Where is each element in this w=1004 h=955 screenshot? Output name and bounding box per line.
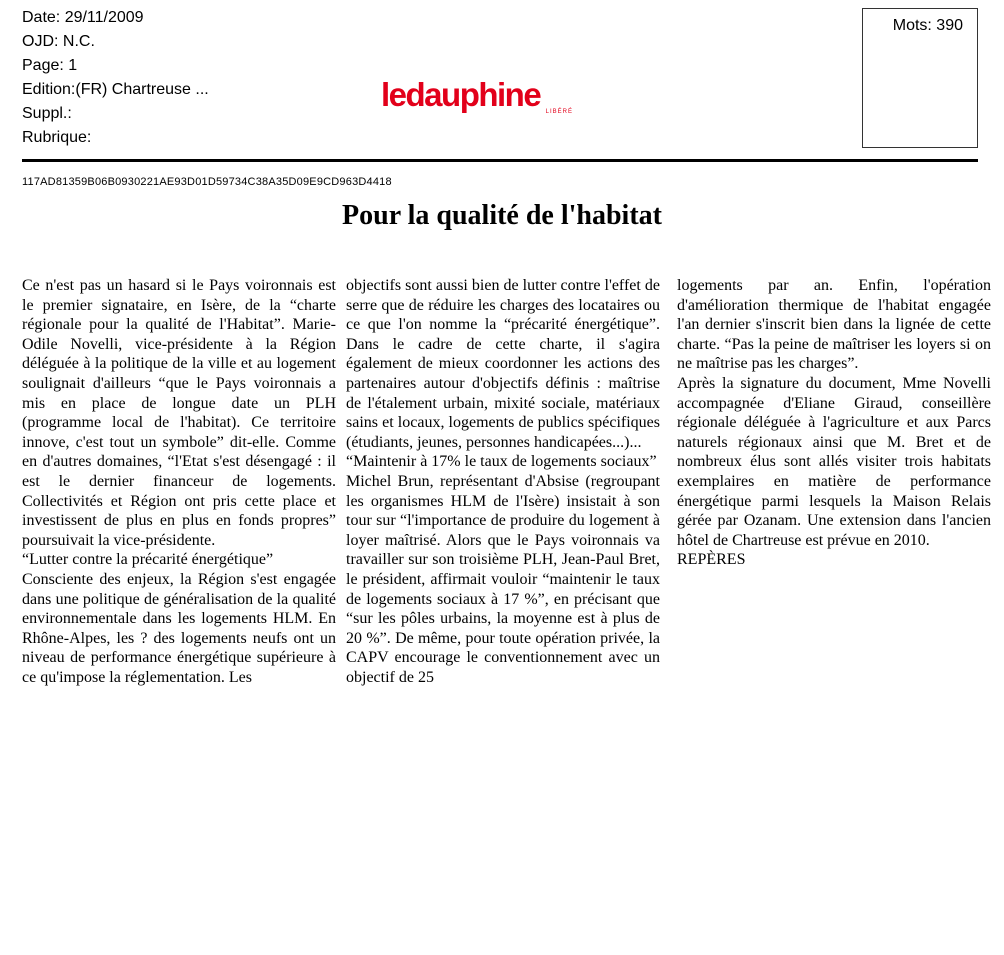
header-rule — [22, 159, 978, 162]
paragraph: logements par an. Enfin, l'opération d'amélioration thermique de l'habitat engagée l'an dernier s'inscrit bien dans la lignée de cette charte. “Pas la peine de maîtriser les loyers si on ne maîtrise pas les charges”. — [677, 277, 991, 373]
subheading: “Lutter contre la précarité énergétique” — [22, 551, 274, 569]
paragraph: Michel Brun, représentant d'Absise (regroupant les organismes HLM de l'Isère) insistait à son tour sur “l'importance de produire du logement à loyer maîtrisé. Alors que le Pays voironnais va travailler sur son troisième PLH, Jean-Paul Bret, le président, affirmait vouloir “maintenir le taux de logements sociaux à 17 %”, en précisant que “sur les pôles urbains, la moyenne est à plus de 20 %”. De même, pour toute opération privée, la CAPV encourage le conventionnement avec un objectif de 25 — [346, 472, 660, 686]
meta-suppl: Suppl.: — [22, 105, 72, 122]
article-column-1 — [22, 276, 336, 687]
logo-wordmark: ledauphine — [381, 76, 541, 113]
meta-rubrique: Rubrique: — [22, 129, 92, 146]
meta-edition: Edition:(FR) Chartreuse ... — [22, 81, 209, 98]
subheading: “Maintenir à 17% le taux de logements sociaux” — [346, 453, 657, 471]
article-title: Pour la qualité de l'habitat — [342, 200, 662, 231]
article-column-3 — [677, 276, 991, 570]
meta-date: Date: 29/11/2009 — [22, 9, 144, 26]
newspaper-logo — [381, 78, 581, 118]
word-count-box — [862, 8, 978, 148]
paragraph: Après la signature du document, Mme Novelli accompagnée d'Eliane Giraud, conseillère régionale déléguée à l'agriculture et aux Parcs naturels régionaux ainsi que M. Bret et de nombreux élus sont allés visiter trois habitats exemplaires en matière de performance énergétique parmi lesquels la Maison Relais gérée par Ozanam. Une extension dans l'ancien hôtel de Chartreuse est prévue en 2010. — [677, 374, 991, 549]
document-hash: 117AD81359B06B0930221AE93D01D59734C38A35D09E9CD963D4418 — [22, 176, 392, 188]
meta-page: Page: 1 — [22, 57, 78, 74]
paragraph: objectifs sont aussi bien de lutter contre l'effet de serre que de réduire les charges des locataires ou ce que l'on nomme la “précarité énergétique”. Dans le cadre de cette charte, il s'agira également de mieux coordonner les actions des partenaires autour d'objectifs définis : maîtrise de l'étalement urbain, mixité sociale, matériaux sains et locaux, logements de publics spécifiques (étudiants, jeunes, personnes handicapées...)... — [346, 277, 660, 451]
meta-ojd: OJD: N.C. — [22, 33, 95, 50]
logo-subtitle: LIBÉRÉ — [545, 109, 573, 115]
article-column-2 — [346, 276, 660, 687]
subheading: REPÈRES — [677, 551, 746, 569]
paragraph: Ce n'est pas un hasard si le Pays voironnais est le premier signataire, en Isère, de la “charte régionale pour la qualité de l'Habitat”. Marie-Odile Novelli, vice-présidente à la Région déléguée à la politique de la ville et au logement soulignait d'ailleurs “que le Pays voironnais a mis en place de longue date un PLH (programme local de l'habitat). Ce territoire innove, c'est tout un symbole” dit-elle. Comme en d'autres domaines, “l'Etat s'est désengagé : il est le dernier financeur de logements. Collectivités et Région ont pris cette place et investissent de plus en plus en fonds propres” poursuivait la vice-présidente. — [22, 277, 336, 549]
word-count: Mots: 390 — [892, 17, 963, 34]
paragraph: Consciente des enjeux, la Région s'est engagée dans une politique de généralisation de la qualité environnementale dans les logements HLM. En Rhône-Alpes, les ? des logements neufs ont un niveau de performance énergétique supérieure à ce qu'impose la réglementation. Les — [22, 570, 336, 686]
article-metadata — [22, 6, 209, 150]
